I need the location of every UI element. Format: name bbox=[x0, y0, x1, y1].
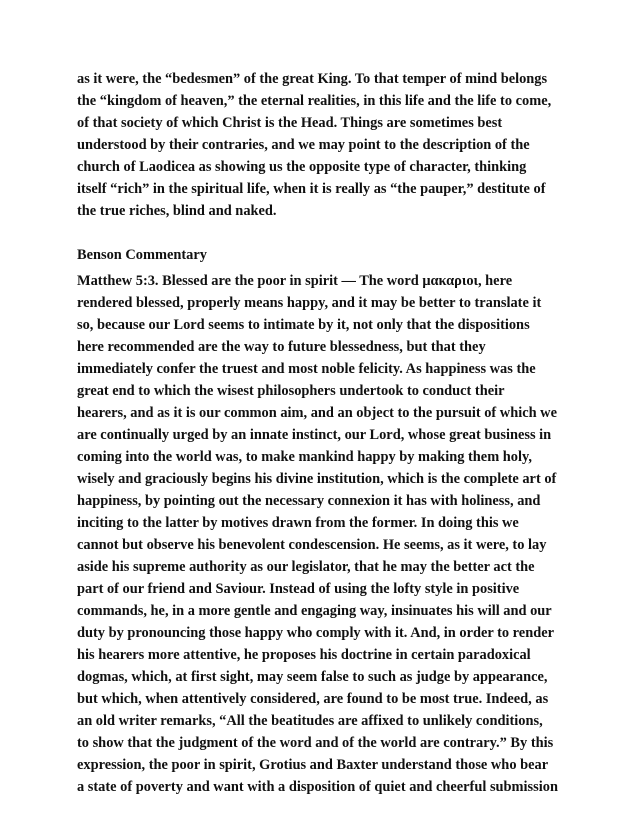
paragraph-2-line-23: expression, the poor in spirit, Grotius and Baxter understand those who bear bbox=[77, 757, 549, 773]
paragraph-2-line-16: commands, he, in a more gentle and engaging way, insinuates his will and our bbox=[77, 603, 552, 619]
paragraph-2-line-1: Matthew 5:3. Blessed are the poor in spirit — The word μακαριοι, here bbox=[77, 273, 513, 289]
paragraph-2-line-5: immediately confer the truest and most noble felicity. As happiness was the bbox=[77, 361, 536, 377]
paragraph-2-line-18: his hearers more attentive, he proposes his doctrine in certain paradoxical bbox=[77, 647, 531, 663]
paragraph-2-line-11: happiness, by pointing out the necessary connexion it has with holiness, and bbox=[77, 493, 541, 509]
paragraph-2-line-21: an old writer remarks, “All the beatitudes are affixed to unlikely conditions, bbox=[77, 713, 543, 729]
paragraph-2-line-24: a state of poverty and want with a disposition of quiet and cheerful submission bbox=[77, 779, 558, 795]
paragraph-2-line-15: part of our friend and Saviour. Instead of using the lofty style in positive bbox=[77, 581, 520, 597]
paragraph-2-line-9: coming into the world was, to make mankind happy by making them holy, bbox=[77, 449, 532, 465]
paragraph-1-line-7: the true riches, blind and naked. bbox=[77, 203, 277, 219]
paragraph-2-line-8: are continually urged by an innate instinct, our Lord, whose great business in bbox=[77, 427, 552, 443]
paragraph-2-line-2: rendered blessed, properly means happy, and it may be better to translate it bbox=[77, 295, 542, 311]
paragraph-1-line-1: as it were, the “bedesmen” of the great King. To that temper of mind belongs bbox=[77, 71, 548, 87]
paragraph-1-line-6: itself “rich” in the spiritual life, when it is really as “the pauper,” destitute of bbox=[77, 181, 546, 197]
paragraph-1-line-2: the “kingdom of heaven,” the eternal realities, in this life and the life to come, bbox=[77, 93, 552, 109]
paragraph-2-line-17: duty by pronouncing those happy who comply with it. And, in order to render bbox=[77, 625, 554, 641]
section-heading: Benson Commentary bbox=[77, 247, 207, 263]
paragraph-1-line-5: church of Laodicea as showing us the opposite type of character, thinking bbox=[77, 159, 527, 175]
paragraph-2-line-14: aside his supreme authority as our legislator, that he may the better act the bbox=[77, 559, 535, 575]
paragraph-2-line-22: to show that the judgment of the word and of the world are contrary.” By this bbox=[77, 735, 554, 751]
paragraph-2-line-7: hearers, and as it is our common aim, and an object to the pursuit of which we bbox=[77, 405, 557, 421]
paragraph-2-line-19: dogmas, which, at first sight, may seem false to such as judge by appearance, bbox=[77, 669, 548, 685]
paragraph-2-line-4: here recommended are the way to future blessedness, but that they bbox=[77, 339, 486, 355]
paragraph-2-line-12: inciting to the latter by motives drawn from the former. In doing this we bbox=[77, 515, 519, 531]
paragraph-2-line-10: wisely and graciously begins his divine institution, which is the complete art of bbox=[77, 471, 557, 487]
paragraph-2-line-13: cannot but observe his benevolent condescension. He seems, as it were, to lay bbox=[77, 537, 547, 553]
paragraph-1-line-3: of that society of which Christ is the Head. Things are sometimes best bbox=[77, 115, 503, 131]
paragraph-2-line-3: so, because our Lord seems to intimate by it, not only that the dispositions bbox=[77, 317, 530, 333]
paragraph-2-line-6: great end to which the wisest philosophers undertook to conduct their bbox=[77, 383, 505, 399]
paragraph-1-line-4: understood by their contraries, and we may point to the description of the bbox=[77, 137, 530, 153]
paragraph-2-line-20: but which, when attentively considered, are found to be most true. Indeed, as bbox=[77, 691, 549, 707]
